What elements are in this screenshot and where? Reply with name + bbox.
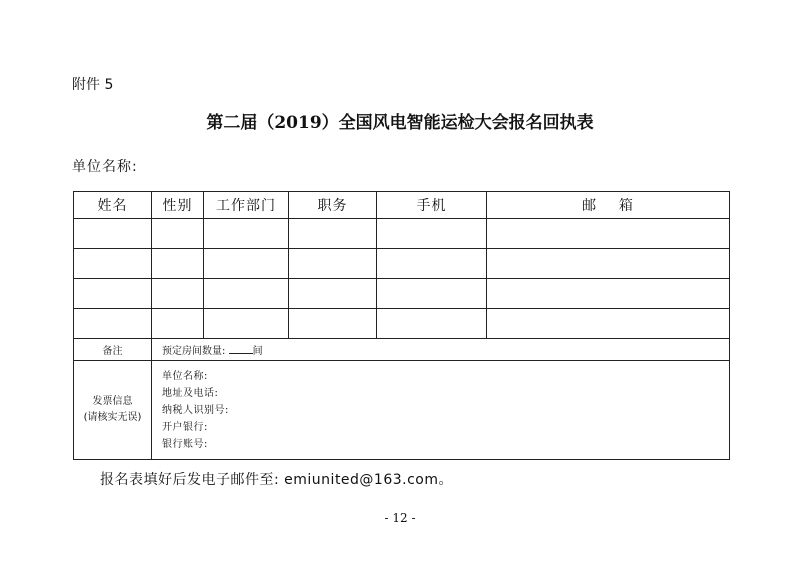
invoice-row	[74, 361, 730, 460]
cell-mobile[interactable]	[377, 219, 487, 249]
remark-label: 备注	[74, 339, 152, 361]
table-row	[74, 309, 730, 339]
invoice-label: 发票信息	[92, 396, 133, 407]
cell-name[interactable]	[74, 219, 152, 249]
registration-table	[73, 191, 730, 460]
cell-mobile[interactable]	[377, 309, 487, 339]
cell-mobile[interactable]	[377, 249, 487, 279]
cell-name[interactable]	[74, 249, 152, 279]
invoice-field-tax-id[interactable]: 纳税人识别号:	[162, 404, 229, 416]
table-row	[74, 249, 730, 279]
cell-department[interactable]	[204, 219, 289, 249]
table-row	[74, 219, 730, 249]
table-row	[74, 279, 730, 309]
room-booking-cell	[152, 339, 730, 361]
cell-position[interactable]	[289, 279, 377, 309]
invoice-fields-cell	[152, 361, 730, 460]
header-position: 职务	[289, 192, 377, 219]
invoice-field-bank[interactable]: 开户银行:	[162, 421, 208, 433]
cell-email[interactable]	[487, 249, 730, 279]
unit-name-label: 单位名称:	[72, 159, 138, 175]
cell-position[interactable]	[289, 249, 377, 279]
header-email: 邮 箱	[487, 192, 730, 219]
cell-gender[interactable]	[152, 219, 204, 249]
invoice-note: (请核实无误)	[83, 412, 142, 423]
cell-department[interactable]	[204, 279, 289, 309]
header-department: 工作部门	[204, 192, 289, 219]
invoice-label-cell	[74, 361, 152, 460]
cell-mobile[interactable]	[377, 279, 487, 309]
remark-row	[74, 339, 730, 361]
page-number: - 12 -	[384, 511, 416, 525]
header-gender: 性别	[152, 192, 204, 219]
cell-position[interactable]	[289, 309, 377, 339]
invoice-field-address-phone[interactable]: 地址及电话:	[162, 387, 219, 399]
room-count-blank[interactable]	[229, 343, 253, 354]
cell-name[interactable]	[74, 309, 152, 339]
cell-email[interactable]	[487, 309, 730, 339]
cell-position[interactable]	[289, 219, 377, 249]
cell-gender[interactable]	[152, 309, 204, 339]
header-name: 姓名	[74, 192, 152, 219]
cell-email[interactable]	[487, 219, 730, 249]
invoice-field-account[interactable]: 银行账号:	[162, 438, 208, 450]
header-mobile: 手机	[377, 192, 487, 219]
room-count-label: 预定房间数量:	[162, 346, 226, 357]
table-header-row	[74, 192, 730, 219]
cell-department[interactable]	[204, 249, 289, 279]
attachment-label: 附件 5	[72, 77, 114, 93]
cell-gender[interactable]	[152, 279, 204, 309]
cell-email[interactable]	[487, 279, 730, 309]
cell-department[interactable]	[204, 309, 289, 339]
cell-name[interactable]	[74, 279, 152, 309]
room-unit-label: 间	[252, 346, 263, 357]
email-instruction: 报名表填好后发电子邮件至: emiunited@163.com。	[100, 472, 454, 488]
cell-gender[interactable]	[152, 249, 204, 279]
page-title: 第二届（2019）全国风电智能运检大会报名回执表	[206, 113, 594, 133]
invoice-field-company[interactable]: 单位名称:	[162, 370, 208, 382]
